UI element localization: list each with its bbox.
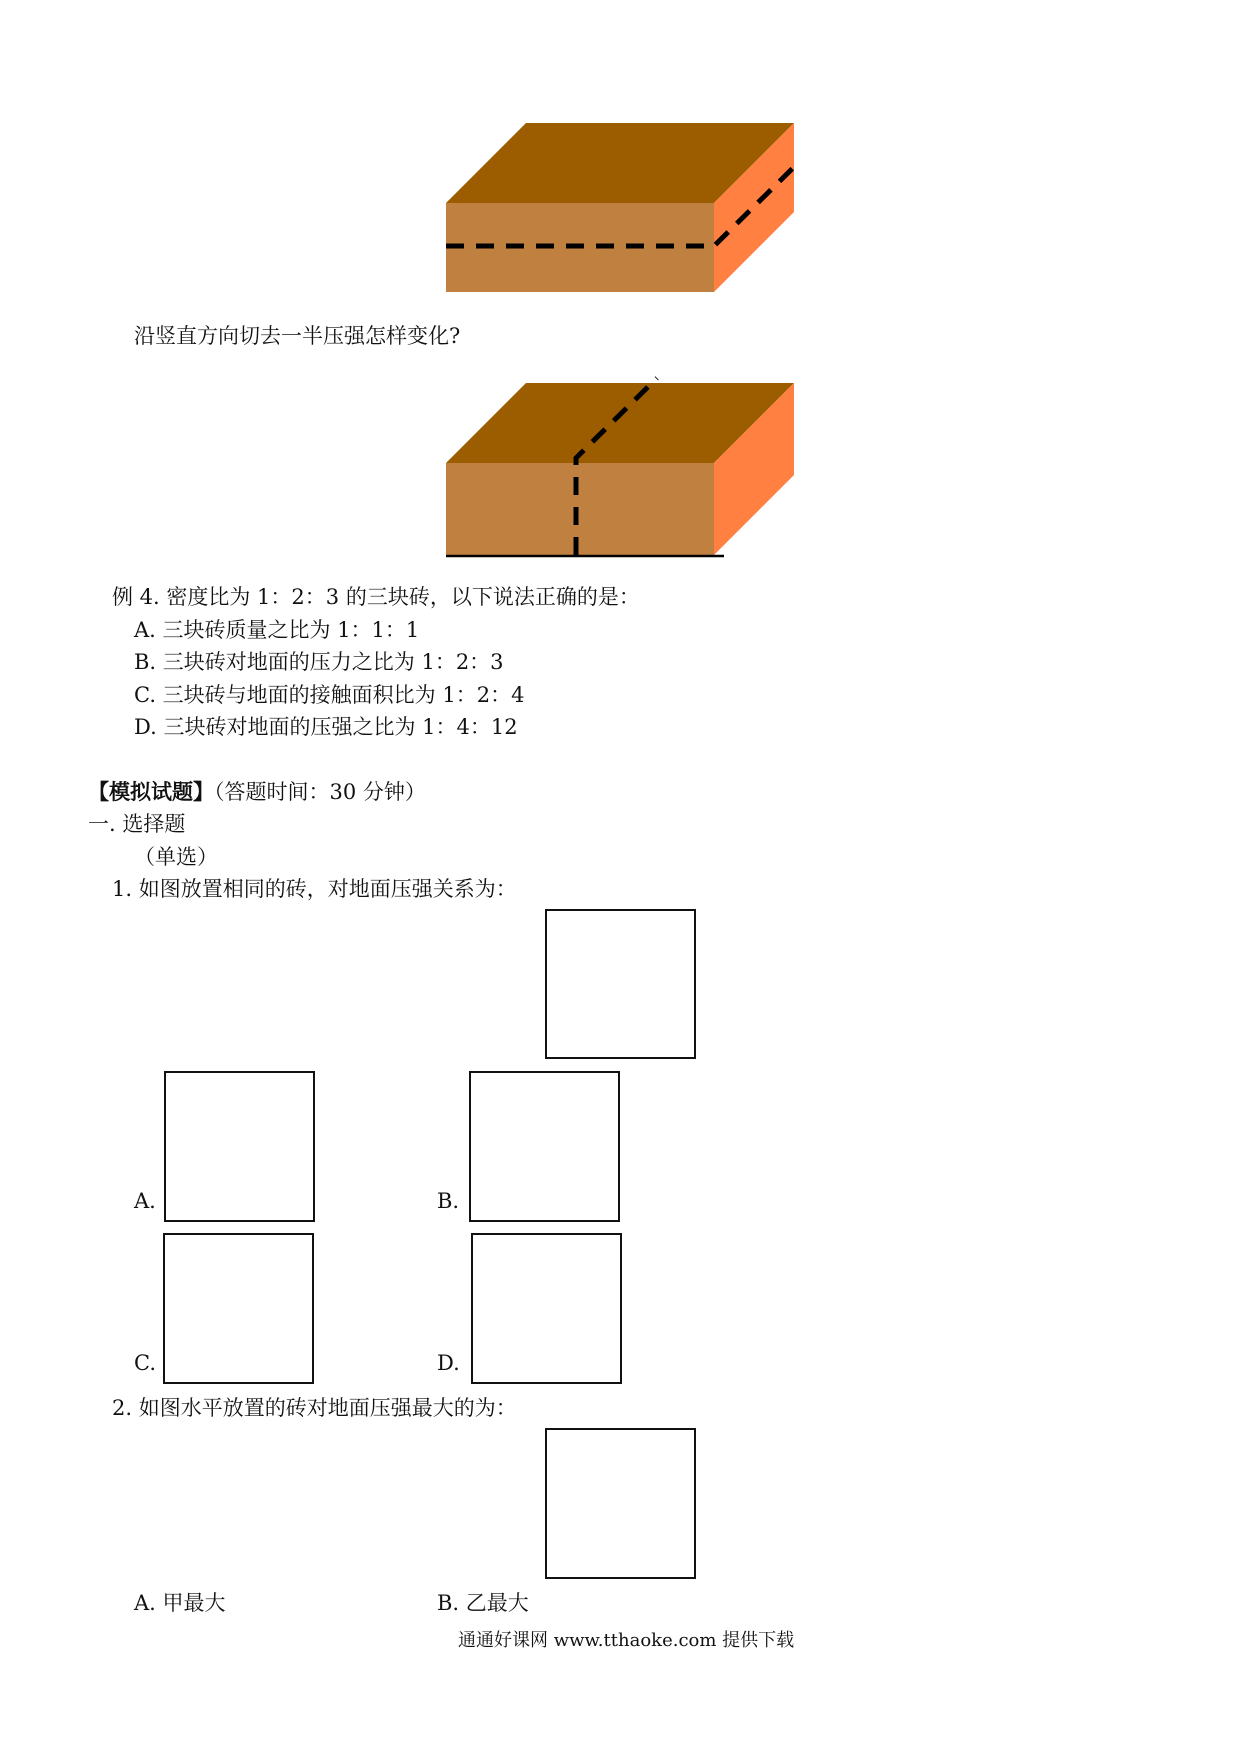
question1-label-d: D. [437, 1351, 460, 1375]
question2-figure-box [545, 1428, 696, 1579]
question1-option-c-box [163, 1233, 314, 1384]
question2-option-b: B. 乙最大 [437, 1591, 529, 1615]
section-choice-title: 一. 选择题 [88, 812, 186, 836]
brick1-side-face [714, 123, 794, 292]
example4-option-b: B. 三块砖对地面的压力之比为 1：2：3 [134, 650, 504, 674]
question1-option-b-box [469, 1071, 620, 1222]
brick2-top-face [446, 383, 794, 463]
brick1-top-face [446, 123, 794, 203]
question1-figure-box [545, 909, 696, 1059]
question2-stem: 2. 如图水平放置的砖对地面压强最大的为： [112, 1396, 517, 1420]
example4-option-d: D. 三块砖对地面的压强之比为 1：4：12 [134, 715, 518, 739]
question1-label-c: C. [134, 1351, 156, 1375]
example4-option-a: A. 三块砖质量之比为 1：1：1 [134, 618, 420, 642]
brick1-cut-line [446, 167, 794, 246]
question1-label-a: A. [134, 1189, 156, 1213]
page-footer: 通通好课网 www.tthaoke.com 提供下载 [458, 1630, 795, 1651]
question1-label-b: B. [437, 1189, 460, 1213]
brick2-cut-line [576, 378, 657, 555]
brick1-front-face [446, 203, 714, 292]
question2-option-a: A. 甲最大 [134, 1591, 226, 1615]
example4-option-c: C. 三块砖与地面的接触面积比为 1：2：4 [134, 683, 525, 707]
mock-test-heading: 【模拟试题】 [88, 779, 214, 804]
question-cut-text: 沿竖直方向切去一半压强怎样变化? [134, 324, 461, 348]
question1-option-d-box [471, 1233, 622, 1384]
single-choice-note: （单选） [134, 845, 218, 869]
question1-stem: 1. 如图放置相同的砖，对地面压强关系为： [112, 877, 517, 901]
brick2-front-face [446, 463, 714, 555]
question1-option-a-box [164, 1071, 315, 1222]
mock-test-time-note: （答题时间：30 分钟） [214, 780, 426, 804]
mock-test-heading-row [88, 779, 426, 805]
example4-stem: 例 4. 密度比为 1：2：3 的三块砖，以下说法正确的是： [112, 585, 640, 609]
brick2-side-face [714, 383, 794, 555]
